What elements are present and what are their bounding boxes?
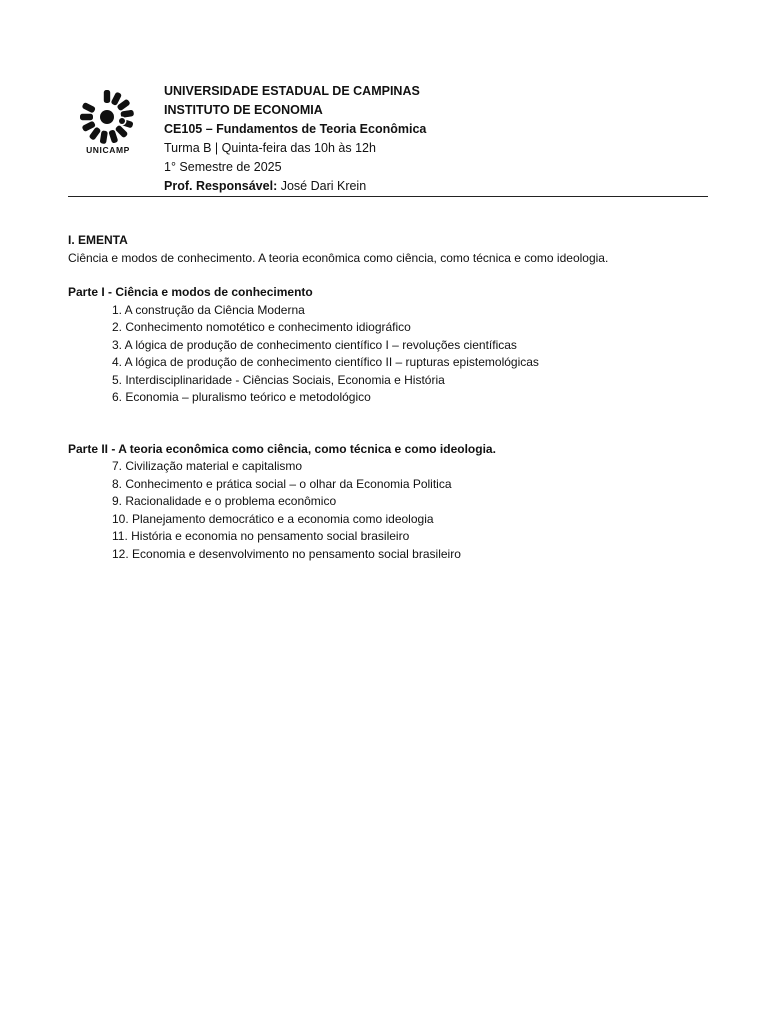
class-info: Turma B | Quinta-feira das 10h às 12h (164, 141, 376, 155)
list-item: 10. Planejamento democrático e a economia como ideologia (112, 511, 434, 526)
parte1-title: Parte I - Ciência e modos de conhecimento (68, 285, 313, 299)
parte2-list (68, 458, 708, 563)
institute-name: INSTITUTO DE ECONOMIA (164, 103, 323, 117)
header-text-block (164, 82, 426, 196)
ementa-title: I. EMENTA (68, 233, 128, 247)
professor-label: Prof. Responsável: (164, 179, 278, 193)
list-item: 4. A lógica de produção de conhecimento científico II – rupturas epistemológicas (112, 355, 539, 369)
list-item: 7. Civilização material e capitalismo (112, 459, 303, 473)
list-item: 11. História e economia no pensamento social brasileiro (112, 529, 410, 543)
list-item: 6. Economia – pluralismo teórico e metodológico (112, 390, 371, 404)
professor-line (164, 177, 426, 196)
document-header (68, 80, 708, 197)
ementa-text: Ciência e modos de conhecimento. A teoria econômica como ciência, como técnica e como ideologia. (68, 250, 609, 265)
list-item: 5. Interdisciplinaridade - Ciências Sociais, Economia e História (112, 372, 445, 387)
list-item: 2. Conhecimento nomotético e conhecimento idiográfico (112, 320, 411, 334)
parte1-list (68, 302, 708, 407)
course-title: CE105 – Fundamentos de Teoria Econômica (164, 122, 427, 136)
list-item: 1. A construção da Ciência Moderna (112, 302, 305, 317)
document-body (68, 232, 708, 563)
logo-wordmark: UNICAMP (86, 145, 130, 155)
list-item: 9. Racionalidade e o problema econômico (112, 494, 337, 508)
parte2-title: Parte II - A teoria econômica como ciência, como técnica e como ideologia. (68, 441, 496, 456)
university-name: UNIVERSIDADE ESTADUAL DE CAMPINAS (164, 84, 420, 98)
professor-name: José Dari Krein (277, 179, 367, 193)
semester: 1° Semestre de 2025 (164, 160, 282, 174)
list-item: 8. Conhecimento e prática social – o olhar da Economia Politica (112, 476, 452, 491)
list-item: 3. A lógica de produção de conhecimento científico I – revoluções científicas (112, 337, 517, 352)
list-item: 12. Economia e desenvolvimento no pensamento social brasileiro (112, 546, 461, 561)
